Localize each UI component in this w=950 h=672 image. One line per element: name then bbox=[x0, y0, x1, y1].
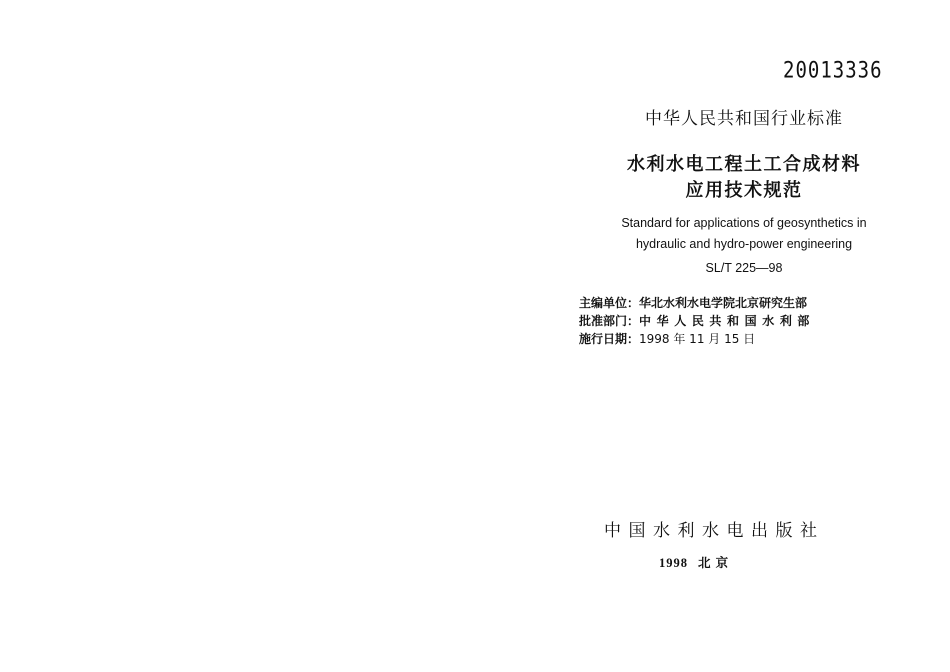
date-label: 施行日期： bbox=[579, 332, 640, 346]
editor-label: 主编单位： bbox=[579, 296, 640, 310]
chinese-title-line-1: 水利水电工程土工合成材料 bbox=[627, 154, 861, 175]
chinese-title bbox=[550, 152, 938, 204]
info-row-approver bbox=[579, 312, 819, 330]
info-row-editor bbox=[579, 294, 819, 312]
publication-city: 北 京 bbox=[698, 556, 730, 570]
chinese-title-line-2: 应用技术规范 bbox=[685, 180, 803, 201]
editor-value: 华北水利水电学院北京研究生部 bbox=[639, 296, 808, 310]
industry-standard-heading: 中华人民共和国行业标准 bbox=[645, 109, 843, 129]
approver-label: 批准部门： bbox=[579, 314, 640, 328]
standard-code: SL/T 225—98 bbox=[705, 261, 783, 275]
publisher-name: 中国水利水电出版社 bbox=[604, 521, 825, 541]
date-value: 1998 年 11 月 15 日 bbox=[639, 332, 756, 346]
english-title-line-2: hydraulic and hydro-power engineering bbox=[635, 237, 853, 251]
approver-value: 中华人民共和国水利部 bbox=[639, 314, 816, 328]
info-row-date bbox=[579, 330, 819, 348]
english-title-line-1: Standard for applications of geosynthetics in bbox=[621, 216, 867, 230]
info-block bbox=[579, 294, 819, 348]
publication-year: 1998 bbox=[659, 556, 688, 570]
english-title bbox=[550, 213, 938, 255]
publication-place bbox=[659, 553, 729, 571]
serial-number: 20013336 bbox=[783, 58, 883, 84]
